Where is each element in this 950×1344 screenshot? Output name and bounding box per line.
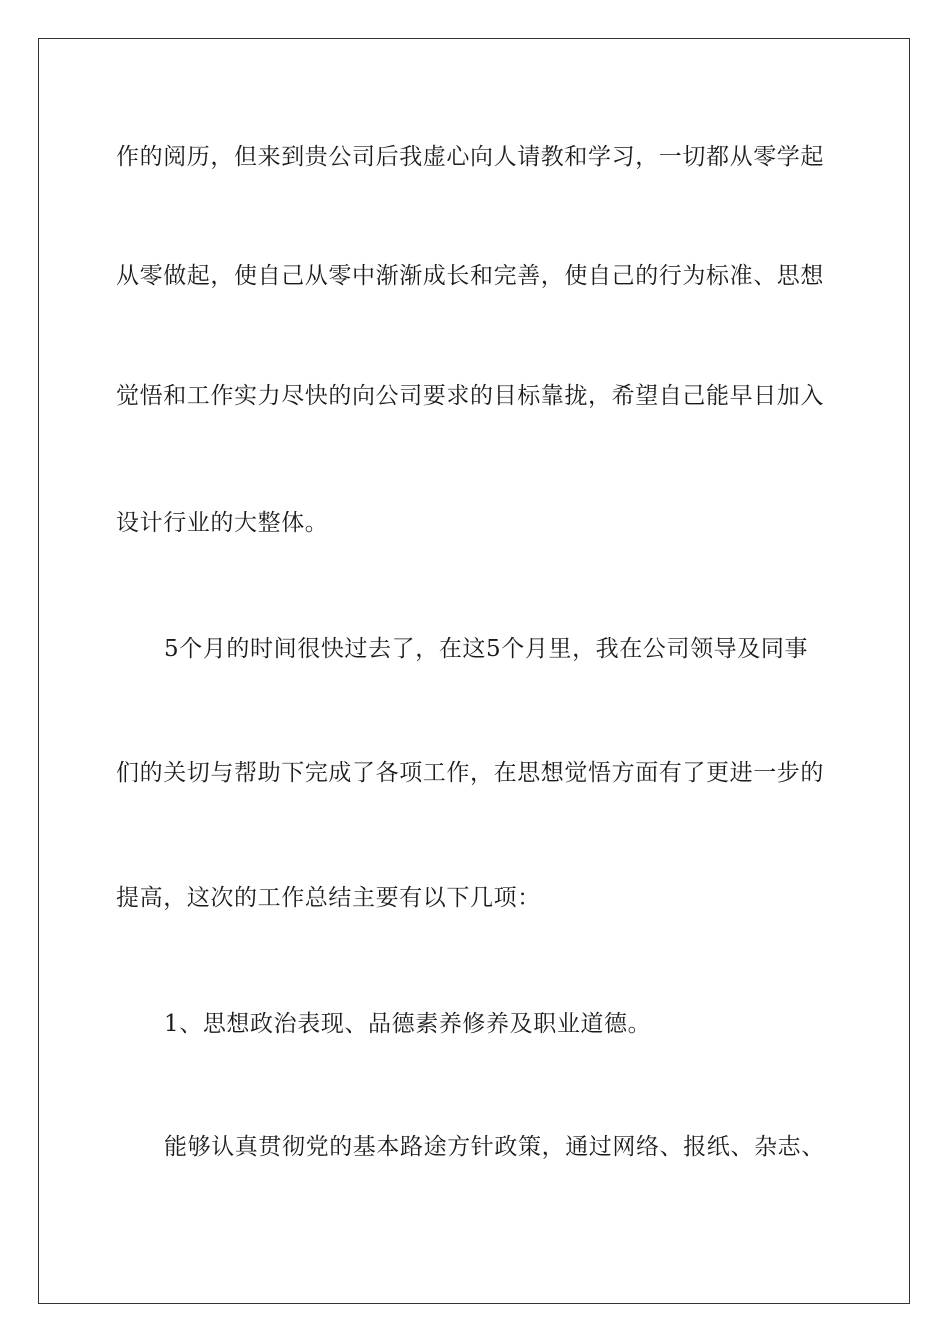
paragraph-line-4: 设计行业的大整体。 [116,510,329,536]
page-border [38,38,910,1304]
paragraph-line-3: 觉悟和工作实力尽快的向公司要求的目标靠拢，希望自己能早日加入 [116,383,824,409]
paragraph-line-6: 们的关切与帮助下完成了各项工作，在思想觉悟方面有了更进一步的 [116,760,824,786]
paragraph-line-5: 5个月的时间很快过去了，在这5个月里，我在公司领导及同事 [164,636,809,662]
paragraph-line-1: 作的阅历，但来到贵公司后我虚心向人请教和学习，一切都从零学起 [116,144,824,170]
paragraph-line-7: 提高，这次的工作总结主要有以下几项： [116,885,541,911]
section-heading: 1、思想政治表现、品德素养修养及职业道德。 [164,1011,652,1037]
paragraph-line-2: 从零做起，使自己从零中渐渐成长和完善，使自己的行为标准、思想 [116,263,824,289]
paragraph-line-9: 能够认真贯彻党的基本路途方针政策，通过网络、报纸、杂志、 [164,1134,825,1160]
